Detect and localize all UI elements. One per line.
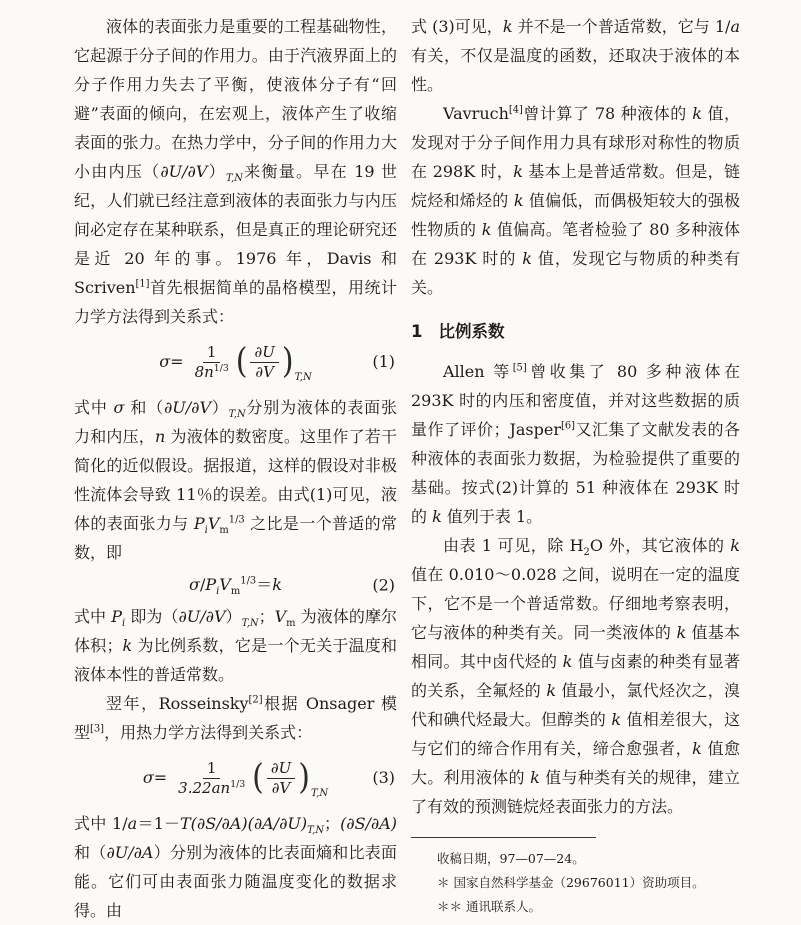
paragraph-eq3-explain: 式中 $1/a=1-T(\partial S/\partial A)(\partial A/\partial U)_{T,N}$；(∂S/∂A) 和（∂U/∂A）分别为液体的比表面熵和比表面能。它们可由表面张力随温度变化的数据求得。由 (74, 814, 397, 920)
partial-derivative-fraction: $\frac{\partial U}{\partial V}$ (250, 343, 278, 382)
equation-1: σ= $\frac{1}{8n^{1/3}}$ ( $\frac{\partial U}{\partial V}$ ) T,N (1) (159, 341, 395, 383)
fraction: $\frac{1}{8n^{1/3}}$ (194, 342, 229, 381)
equation-subscript: T,N (311, 787, 329, 799)
paragraph-eq3-continuation: 式 (3)可见，k 并不是一个普适常数，它与 1/a 有关，不仅是温度的函数，还取决于液体的本性。 (411, 17, 740, 94)
partial-derivative-fraction: $\frac{\partial U}{\partial V}$ (267, 759, 295, 798)
paragraph-eq2-explain: 式中 $P_i$ 即为$(\partial U/\partial V)_{T,N}$；$V_m$ 为液体的摩尔体积；k 为比例系数，它是一个无关于温度和液体本性的普适常数。 (74, 607, 397, 684)
equation-lhs: σ= (142, 768, 168, 787)
equation-number: (2) (372, 575, 395, 594)
footnote-funding: ＊ 国家自然科学基金（29676011）资助项目。 (437, 875, 705, 890)
paragraph-eq1-explain: 式中 σ 和$(\partial U/\partial V)_{T,N}$分别为液体的表面张力和内压，n 为液体的数密度。这里作了若干简化的近似假设。据报道，这样的假设对非极性流体会导致 11％的误差。由式(1)可见，液体的表面张力与 $P_iV_m^{1/3}$ 之比是一个普适的常数，即 (74, 398, 397, 562)
equation-body: $\sigma/P_iV_m^{1/3}=k$ (189, 575, 282, 598)
equation-lhs: σ= (159, 352, 184, 371)
paragraph-vavruch: Vavruch[4]曾计算了 78 种液体的 k 值，发现对于分子间作用力具有球形对称性的物质在 298K 时，k 基本上是普适常数。但是，链烷烃和烯烃的 k 值偏低，而偶极矩较大的强极性物质的 k 值偏高。笔者检验了 80 多种液体在 293K 时的 k 值，发现它与物质的种类有关。 (411, 104, 740, 297)
paragraph-allen-jasper: Allen 等[5]曾收集了 80 多种液体在 293K 时的内压和密度值，并对这些数据的质量作了评价；Jasper[6]又汇集了文献发表的各种液体的表面张力数据，为检验提供了重要的基础。按式(2)计算的 51 种液体在 293K 时的 k 值列于表 1。 (411, 362, 740, 526)
equation-2 (74, 570, 397, 599)
paragraph-rosseinsky: 翌年，Rosseinsky[2]根据 Onsager 模型[3]，用热力学方法得到关系式： (74, 694, 397, 742)
paragraph-intro: 液体的表面张力是重要的工程基础物性，它起源于分子间的作用力。由于汽液界面上的分子作用力失去了平衡，使液体分子有“回避”表面的倾向，在宏观上，液体产生了收缩表面的张力。在热力学中，分子间的作用力大小由内压$(\partial U/\partial V)_{T,N}$来衡量。早在 19 世纪，人们就已经注意到液体的表面张力与内压间必定存在某种联系，但是真正的理论研究还是近 20 年的事。1976 年，Davis 和 Scriven[1]首先根据简单的晶格模型，用统计力学方法得到关系式： (74, 17, 397, 326)
right-column (411, 12, 740, 919)
section-number: 1 (411, 322, 423, 341)
equation-number: (1) (372, 352, 395, 371)
footnote-received-date: 收稿日期，97—07—24。 (437, 851, 585, 866)
footnote-corresponding-author: ＊＊ 通讯联系人。 (437, 899, 541, 914)
paragraph-table1-discussion: 由表 1 可见，除 $H_2O$ 外，其它液体的 k 值在 0.010～0.028 之间，说明在一定的温度下，它不是一个普适常数。仔细地考察表明，它与液体的种类有关。同一类液体的 k 值基本相同。其中卤代烃的 k 值与卤素的种类有显著的关系，全氟烃的 k 值最小，氯代烃次之，溴代和碘代烃最大。但醇类的 k 值相差很大，这与它们的缔合作用有关，缔合愈强者，k 值愈大。利用液体的 k 值与种类有关的规律，建立了有效的预测链烷烃表面张力的方法。 (411, 536, 741, 816)
footnote-block (411, 837, 740, 919)
equation-3: σ= $\frac{1}{3.22an^{1/3}}$ ( $\frac{\partial U}{\partial V}$ ) T,N (3) (142, 757, 395, 799)
fraction: $\frac{1}{3.22an^{1/3}}$ (178, 758, 246, 797)
left-column (74, 12, 397, 925)
footnote-divider (411, 837, 596, 838)
section-title: 比例系数 (438, 322, 505, 341)
equation-subscript: T,N (294, 371, 312, 383)
section-heading (411, 317, 740, 346)
equation-number: (3) (372, 768, 395, 787)
